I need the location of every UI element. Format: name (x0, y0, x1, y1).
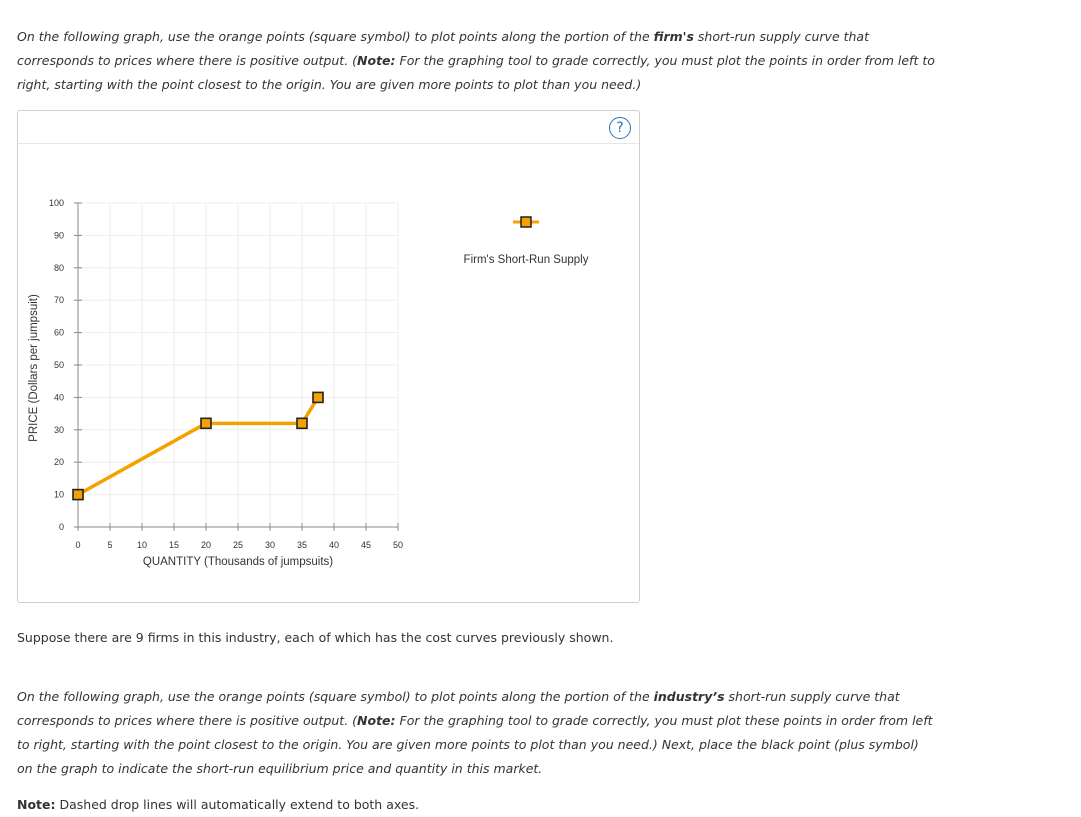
instructions-note-label: Note: (357, 713, 396, 728)
instructions-text: For the graphing tool to grade correctly, you must plot the points in order from left to right, starting with the point closest to the origin. You are given more points to plot than you need.) (17, 53, 935, 92)
instructions-text: short-run supply curve that corresponds to prices where there is positive output. ( (17, 29, 869, 68)
x-tick-label: 15 (168, 540, 180, 550)
supply-point-marker[interactable] (73, 490, 83, 500)
y-tick-label: 50 (53, 360, 64, 370)
chart-legend (464, 217, 589, 266)
x-tick-label: 20 (200, 540, 212, 550)
y-tick-label: 100 (48, 198, 64, 208)
instructions-note-label: Note: (357, 53, 396, 68)
y-tick-label: 80 (53, 262, 64, 273)
x-tick-label: 5 (107, 540, 113, 550)
x-axis-label: QUANTITY (Thousands of jumpsuits) (142, 556, 334, 568)
y-axis-label: PRICE (Dollars per jumpsuit) (28, 294, 40, 442)
note-text: Dashed drop lines will automatically extend to both axes. (55, 797, 420, 812)
instructions-industry-supply (17, 685, 937, 781)
y-tick-label: 20 (53, 457, 64, 468)
instructions-text: For the graphing tool to grade correctly, you must plot these points in order from left to right, starting with the point closest to the origin. You are given more points to plot than you need.) Next, place the black point (plus symbol) on the graph to indicate the short-run equilibrium price and quantity in this market. (17, 713, 933, 776)
chart-grid (78, 203, 398, 527)
y-tick-label: 60 (53, 327, 64, 338)
chart-ticks (49, 198, 403, 550)
y-tick-label: 10 (53, 489, 64, 500)
y-tick-label: 70 (53, 295, 64, 306)
y-tick-label: 30 (53, 424, 64, 435)
x-tick-label: 50 (392, 540, 404, 550)
x-tick-label: 35 (296, 540, 308, 550)
supply-graph[interactable] (18, 111, 639, 602)
instructions-firm-supply (17, 25, 937, 97)
instructions-emphasis: industry’s (653, 689, 725, 704)
help-icon[interactable]: ? (609, 117, 631, 139)
x-tick-label: 25 (232, 540, 244, 550)
legend-marker-icon[interactable] (521, 217, 531, 227)
drop-lines-note (17, 793, 917, 817)
instructions-emphasis: firm's (653, 29, 694, 44)
y-tick-label: 40 (53, 392, 64, 403)
x-tick-label: 40 (328, 540, 340, 550)
instructions-text: On the following graph, use the orange points (square symbol) to plot points along the portion of the (17, 29, 654, 44)
x-tick-label: 30 (264, 540, 276, 550)
legend-label: Firm's Short-Run Supply (463, 254, 589, 266)
note-label: Note: (17, 797, 56, 812)
y-tick-label: 90 (53, 230, 64, 241)
x-tick-label: 45 (360, 540, 372, 550)
graph-panel (17, 110, 640, 603)
supply-point-marker[interactable] (201, 418, 211, 428)
instructions-text: On the following graph, use the orange points (square symbol) to plot points along the portion of the (17, 689, 654, 704)
x-tick-label: 10 (136, 540, 148, 550)
x-tick-label: 0 (75, 540, 81, 550)
supply-point-marker[interactable] (313, 392, 323, 402)
y-tick-label: 0 (58, 522, 64, 532)
instructions-text: short-run supply curve that corresponds to prices where there is positive output. ( (17, 689, 900, 728)
supply-point-marker[interactable] (297, 418, 307, 428)
supply-curve-line (78, 397, 318, 494)
industry-statement: Suppose there are 9 firms in this industry, each of which has the cost curves previously shown. (17, 630, 614, 645)
